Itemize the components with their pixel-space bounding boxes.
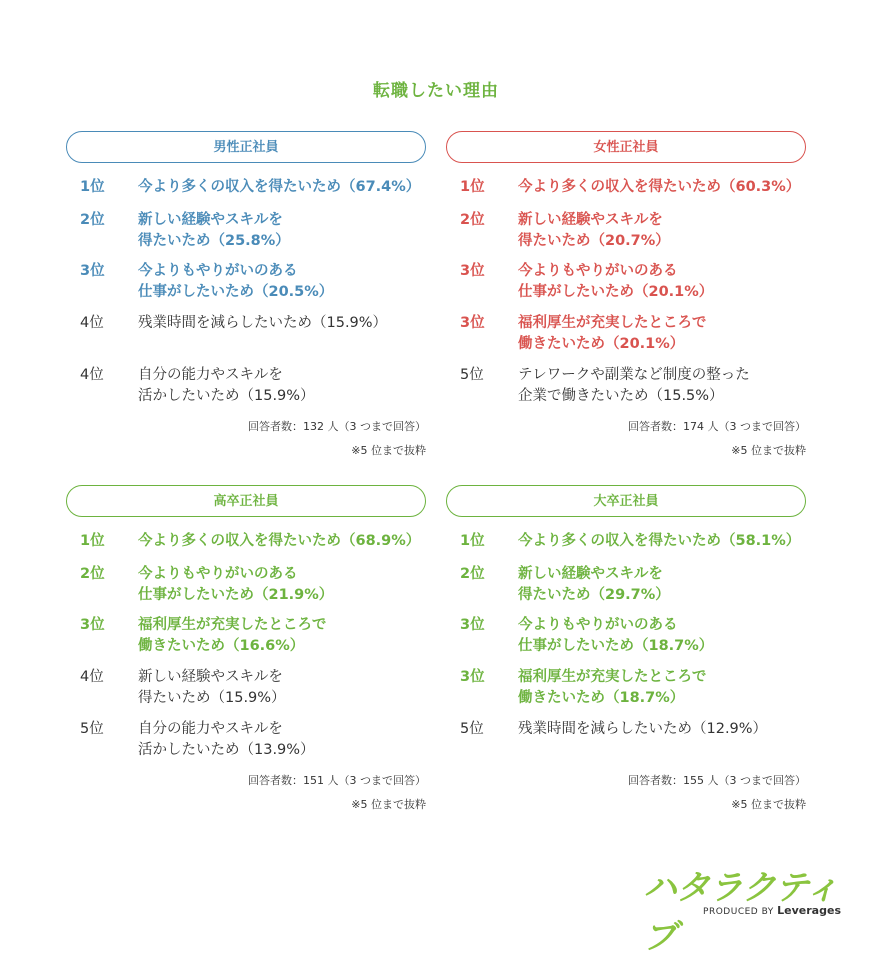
reason-text: 今よりもやりがいのある 仕事がしたいため（18.7%） xyxy=(518,617,714,654)
rank-label: 1位 xyxy=(80,533,105,549)
reason-text: 今より多くの収入を得たいため（68.9%） xyxy=(138,533,421,549)
reason-text: 自分の能力やスキルを 活かしたいため（15.9%） xyxy=(138,367,315,404)
reason-text: 自分の能力やスキルを 活かしたいため（13.9%） xyxy=(138,721,315,758)
reason-text: 今より多くの収入を得たいため（67.4%） xyxy=(138,179,421,195)
panel-footer xyxy=(628,769,806,817)
rank-label: 4位 xyxy=(80,669,104,685)
rank-label: 3位 xyxy=(80,263,105,279)
reason-text: 残業時間を減らしたいため（12.9%） xyxy=(518,721,768,737)
reason-text: 今より多くの収入を得たいため（58.1%） xyxy=(518,533,801,549)
reason-text: 福利厚生が充実したところで 働きたいため（18.7%） xyxy=(518,669,707,706)
reason-text: 今よりもやりがいのある 仕事がしたいため（20.1%） xyxy=(518,263,714,300)
leverages-brand: Leverages xyxy=(777,904,841,917)
ranking-list xyxy=(446,177,806,417)
rank-label: 1位 xyxy=(460,533,485,549)
reason-text: 今よりもやりがいのある 仕事がしたいため（21.9%） xyxy=(138,566,334,603)
respondent-count: 回答者数：151 人（3 つまで回答） xyxy=(248,774,426,787)
reason-text: 今よりもやりがいのある 仕事がしたいため（20.5%） xyxy=(138,263,334,300)
rank-label: 4位 xyxy=(80,315,104,331)
panel-footer xyxy=(248,415,426,463)
respondent-count: 回答者数：155 人（3 つまで回答） xyxy=(628,774,806,787)
panel-highschool-graduates xyxy=(66,485,426,811)
rank-label: 1位 xyxy=(80,179,105,195)
hataractive-logo-mark: ハタラクティブ xyxy=(643,868,839,957)
rank-label: 5位 xyxy=(460,721,484,737)
ranking-list xyxy=(66,177,426,417)
rank-label: 5位 xyxy=(460,367,484,383)
panel-label-pill: 男性正社員 xyxy=(66,131,426,163)
rank-label: 3位 xyxy=(460,617,485,633)
panel-label-pill: 女性正社員 xyxy=(446,131,806,163)
panel-male-employees xyxy=(66,131,426,457)
excerpt-note: ※5 位まで抜粋 xyxy=(731,798,806,811)
reason-text: テレワークや副業など制度の整った 企業で働きたいため（15.5%） xyxy=(518,367,750,404)
panel-footer xyxy=(628,415,806,463)
page-title: 転職したい理由 xyxy=(373,81,499,101)
rank-label: 5位 xyxy=(80,721,104,737)
excerpt-note: ※5 位まで抜粋 xyxy=(351,798,426,811)
produced-by-label: PRODUCED BY xyxy=(703,907,774,917)
excerpt-note: ※5 位まで抜粋 xyxy=(351,444,426,457)
rank-label: 4位 xyxy=(80,367,104,383)
reason-text: 福利厚生が充実したところで 働きたいため（20.1%） xyxy=(518,315,707,352)
panel-female-employees xyxy=(446,131,806,457)
reason-text: 新しい経験やスキルを 得たいため（20.7%） xyxy=(518,212,670,249)
rank-label: 3位 xyxy=(460,315,485,331)
brand-logo xyxy=(643,860,843,957)
reason-text: 新しい経験やスキルを 得たいため（15.9%） xyxy=(138,669,286,706)
panel-university-graduates xyxy=(446,485,806,811)
ranking-list xyxy=(446,531,806,771)
rank-label: 2位 xyxy=(80,566,105,582)
respondent-count: 回答者数：132 人（3 つまで回答） xyxy=(248,420,426,433)
rank-label: 2位 xyxy=(460,212,485,228)
reason-text: 福利厚生が充実したところで 働きたいため（16.6%） xyxy=(138,617,327,654)
reason-text: 新しい経験やスキルを 得たいため（29.7%） xyxy=(518,566,670,603)
rank-label: 3位 xyxy=(460,263,485,279)
reason-text: 今より多くの収入を得たいため（60.3%） xyxy=(518,179,801,195)
rank-label: 1位 xyxy=(460,179,485,195)
rank-label: 3位 xyxy=(460,669,485,685)
rank-label: 3位 xyxy=(80,617,105,633)
panel-footer xyxy=(248,769,426,817)
excerpt-note: ※5 位まで抜粋 xyxy=(731,444,806,457)
rank-label: 2位 xyxy=(460,566,485,582)
rank-label: 2位 xyxy=(80,212,105,228)
reason-text: 新しい経験やスキルを 得たいため（25.8%） xyxy=(138,212,290,249)
panel-label-pill: 大卒正社員 xyxy=(446,485,806,517)
produced-by-line xyxy=(703,904,841,917)
ranking-list xyxy=(66,531,426,771)
respondent-count: 回答者数：174 人（3 つまで回答） xyxy=(628,420,806,433)
panel-label-pill: 高卒正社員 xyxy=(66,485,426,517)
reason-text: 残業時間を減らしたいため（15.9%） xyxy=(138,315,388,331)
